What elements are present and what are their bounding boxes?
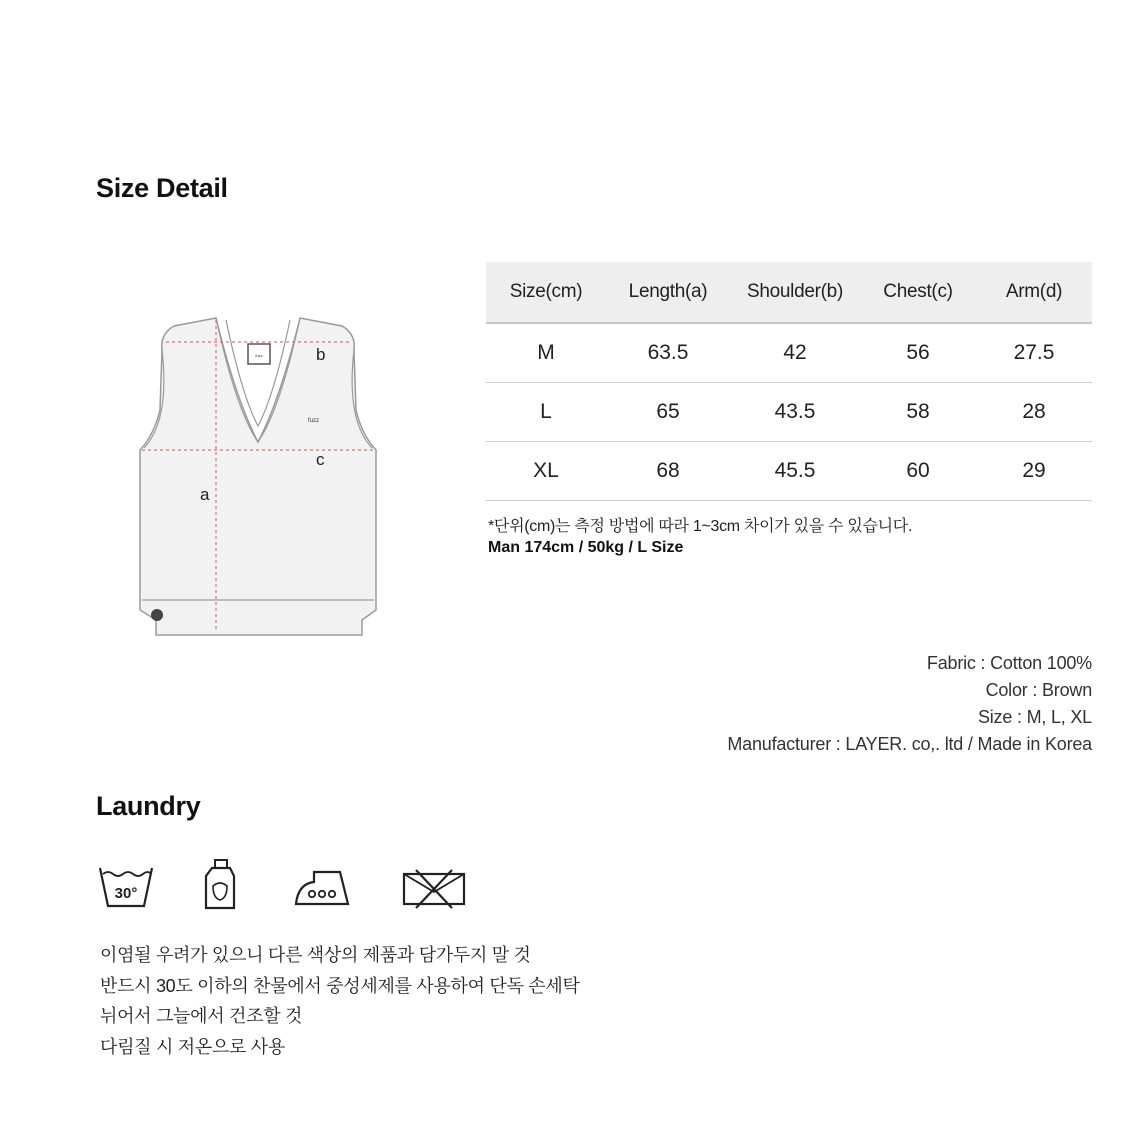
- instruction-line: 반드시 30도 이하의 찬물에서 중성세제를 사용하여 단독 손세탁: [100, 975, 580, 996]
- measurement-note: *단위(cm)는 측정 방법에 따라 1~3cm 차이가 있을 수 있습니다.: [488, 518, 913, 535]
- table-cell: XL: [486, 442, 606, 501]
- hem-tag-icon: [151, 609, 163, 621]
- table-cell: 60: [860, 442, 976, 501]
- table-cell: 56: [860, 323, 976, 383]
- vest-body: [140, 318, 376, 635]
- size-table: [486, 262, 1092, 501]
- table-header: Shoulder(b): [730, 262, 860, 323]
- table-cell: M: [486, 323, 606, 383]
- spec-size: Size : M, L, XL: [977, 707, 1092, 727]
- laundry-title: Laundry: [96, 791, 201, 821]
- table-header: Length(a): [606, 262, 730, 323]
- table-cell: 42: [730, 323, 860, 383]
- table-header-row: [486, 262, 1092, 323]
- svg-text:30°: 30°: [114, 885, 138, 902]
- table-header: Size(cm): [486, 262, 606, 323]
- table-cell: 65: [606, 383, 730, 442]
- svg-text:fuzz: fuzz: [255, 353, 263, 358]
- label-a: a: [200, 485, 210, 504]
- product-specs: [727, 650, 1092, 758]
- iron-low-icon: [292, 866, 354, 910]
- laundry-instructions: [100, 940, 580, 1062]
- instruction-line: 이염될 우려가 있으니 다른 색상의 제품과 담가두지 말 것: [100, 945, 531, 965]
- spec-color: Color : Brown: [985, 680, 1092, 700]
- table-cell: 58: [860, 383, 976, 442]
- size-detail-title: Size Detail: [96, 173, 228, 203]
- instruction-line: 뉘어서 그늘에서 건조할 것: [100, 1006, 303, 1026]
- table-header: Chest(c): [860, 262, 976, 323]
- label-b: b: [316, 345, 326, 364]
- table-cell: 63.5: [606, 323, 730, 383]
- spec-manufacturer: Manufacturer : LAYER. co,. ltd / Made in Korea: [727, 734, 1092, 754]
- wash-30-icon: [97, 862, 155, 912]
- table-row: [486, 323, 1092, 383]
- table-cell: 45.5: [730, 442, 860, 501]
- table-cell: 27.5: [976, 323, 1092, 383]
- detergent-bottle-icon: [200, 858, 242, 912]
- table-header: Arm(d): [976, 262, 1092, 323]
- label-c: c: [316, 450, 325, 469]
- vest-diagram: [130, 310, 390, 640]
- table-cell: 43.5: [730, 383, 860, 442]
- table-row: [486, 442, 1092, 501]
- spec-fabric: Fabric : Cotton 100%: [926, 653, 1092, 673]
- model-info: Man 174cm / 50kg / L Size: [488, 539, 684, 556]
- no-tumble-dry-icon: [400, 866, 468, 912]
- chest-logo: fuzz: [308, 418, 320, 424]
- table-cell: 29: [976, 442, 1092, 501]
- table-cell: L: [486, 383, 606, 442]
- table-cell: 28: [976, 383, 1092, 442]
- table-row: [486, 383, 1092, 442]
- instruction-line: 다림질 시 저온으로 사용: [100, 1036, 285, 1057]
- table-cell: 68: [606, 442, 730, 501]
